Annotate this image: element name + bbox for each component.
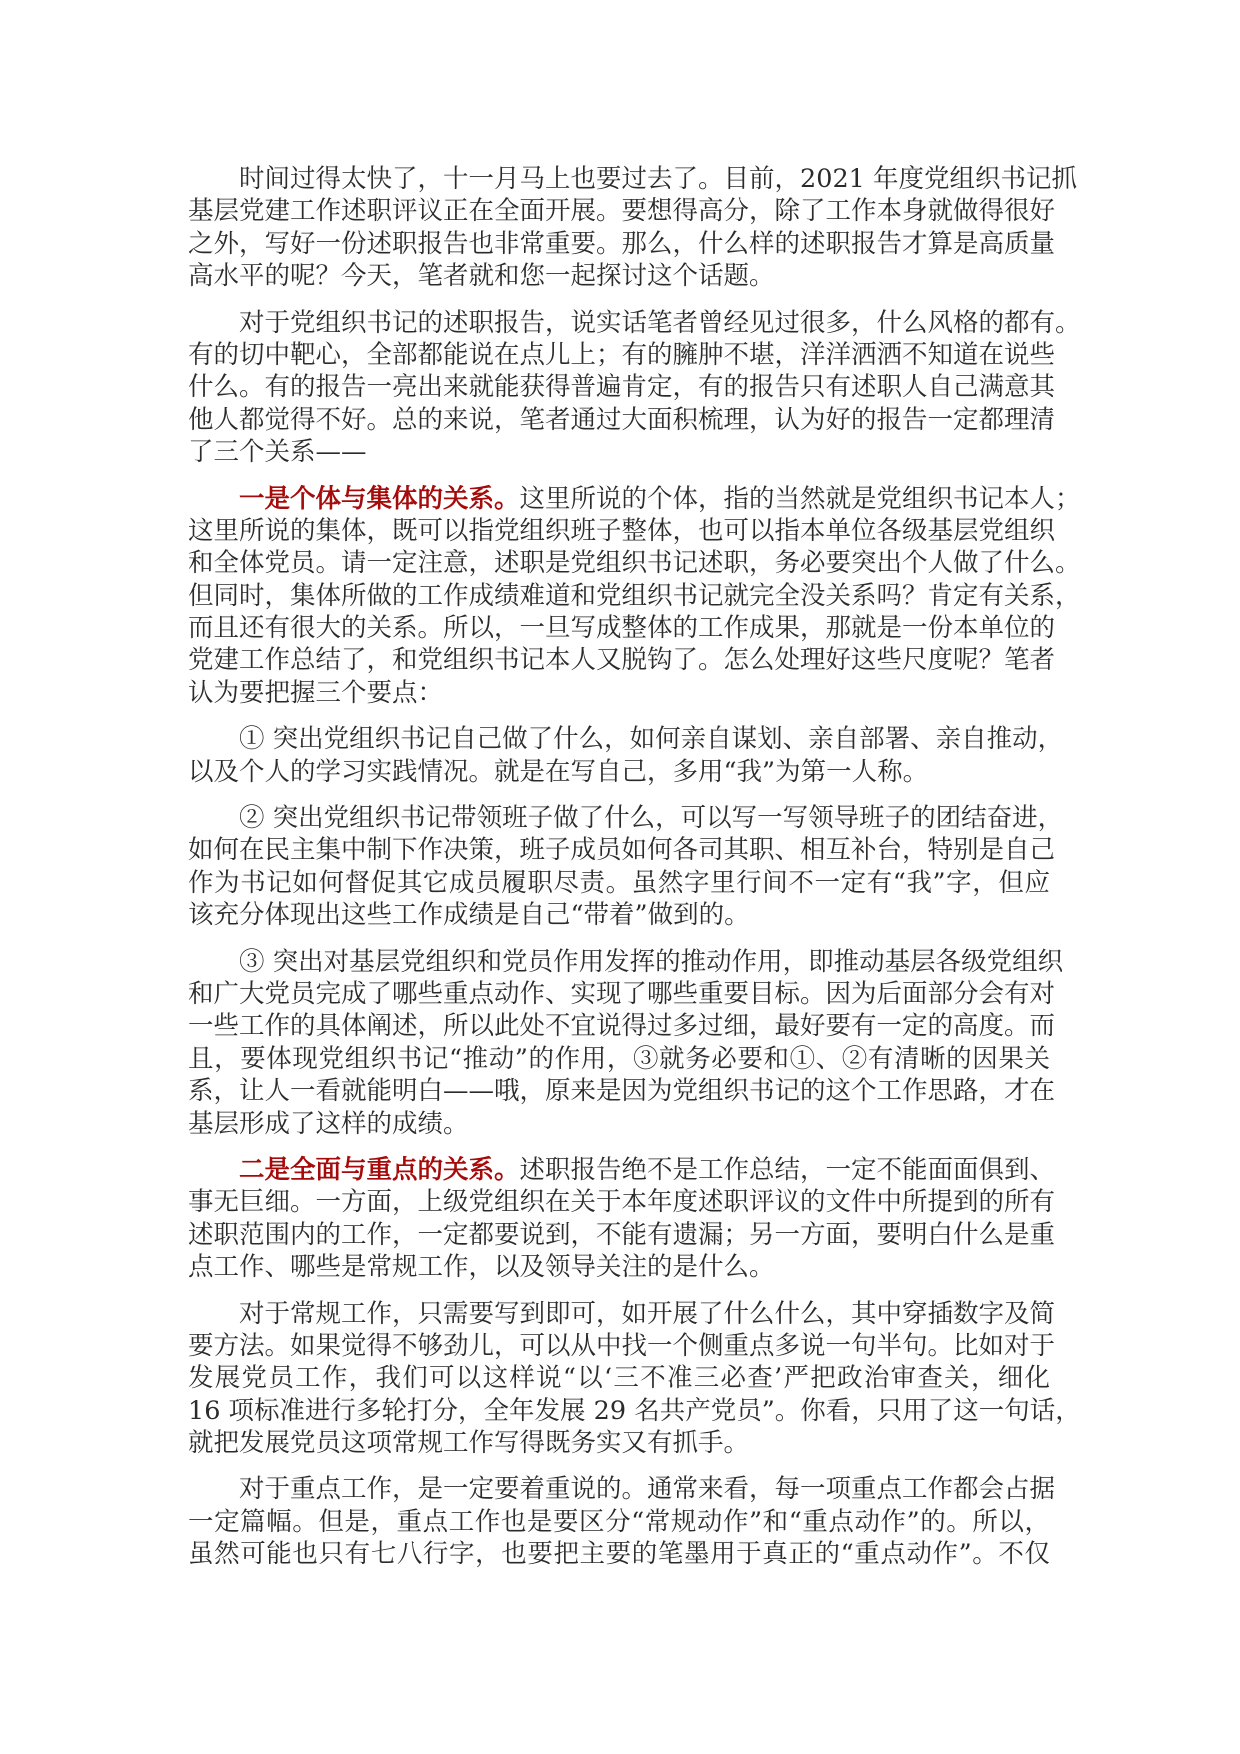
text-line: ③ 突出对基层党组织和党员作用发挥的推动作用，即推动基层各级党组织 [239,946,1064,977]
body-paragraph [188,307,1081,469]
text-line: 党建工作总结了，和党组织书记本人又脱钩了。怎么处理好这些尺度呢？笔者 [188,645,1056,676]
line-text: 这里所说的个体，指的当然就是党组织书记本人； [519,483,1081,514]
section-heading: 一是个体与集体的关系。 [239,483,520,514]
body-paragraph [188,1298,1081,1460]
text-line: 16 项标准进行多轮打分，全年发展 29 名共产党员”。你看，只用了这一句话， [188,1395,1081,1426]
text-line: 要方法。如果觉得不够劲儿，可以从中找一个侧重点多说一句半句。比如对于 [188,1330,1056,1361]
text-line: 高水平的呢？今天，笔者就和您一起探讨这个话题。 [188,261,775,292]
text-line: 系，让人一看就能明白——哦，原来是因为党组织书记的这个工作思路，才在 [188,1076,1056,1107]
text-line [188,1154,1056,1186]
text-line: 而且还有很大的关系。所以，一旦写成整体的工作成果，那就是一份本单位的 [188,613,1056,644]
text-line: 以及个人的学习实践情况。就是在写自己，多用“我”为第一人称。 [188,756,929,787]
body-paragraph [188,1473,1056,1570]
text-line: 认为要把握三个要点： [188,677,444,708]
section-heading: 二是全面与重点的关系。 [239,1154,520,1185]
text-line: 基层党建工作述职评议正在全面开展。要想得高分，除了工作本身就做得很好 [188,196,1056,227]
section-paragraph [188,1154,1056,1284]
text-line: 作为书记如何督促其它成员履职尽责。虽然字里行间不一定有“我”字，但应 [188,867,1050,898]
text-line: 发展党员工作，我们可以这样说“以‘三不准三必查’严把政治审查关，细化 [188,1363,1050,1394]
text-line: 了三个关系—— [188,437,367,468]
text-line [188,483,1081,515]
text-line: 对于常规工作，只需要写到即可，如开展了什么什么，其中穿插数字及简 [239,1298,1056,1329]
text-line: 基层形成了这样的成绩。 [188,1108,469,1139]
text-line: 他人都觉得不好。总的来说，笔者通过大面积梳理，认为好的报告一定都理清 [188,404,1056,435]
text-line: 述职范围内的工作，一定都要说到，不能有遗漏；另一方面，要明白什么是重 [188,1219,1056,1250]
section-paragraph [188,483,1081,710]
text-line: 该充分体现出这些工作成绩是自己“带着”做到的。 [188,900,750,931]
text-line: 点工作、哪些是常规工作，以及领导关注的是什么。 [188,1252,775,1283]
text-line: 一定篇幅。但是，重点工作也是要区分“常规动作”和“重点动作”的。所以， [188,1506,1050,1537]
text-line: 之外，写好一份述职报告也非常重要。那么，什么样的述职报告才算是高质量 [188,228,1056,259]
text-line: 虽然可能也只有七八行字，也要把主要的笔墨用于真正的“重点动作”。不仅 [188,1539,1050,1570]
text-line: 如何在民主集中制下作决策，班子成员如何各司其职、相互补台，特别是自己 [188,835,1056,866]
text-line: 对于重点工作，是一定要着重说的。通常来看，每一项重点工作都会占据 [239,1474,1056,1505]
text-line: ② 突出党组织书记带领班子做了什么，可以写一写领导班子的团结奋进， [239,803,1064,834]
text-line: 什么。有的报告一亮出来就能获得普遍肯定，有的报告只有述职人自己满意其 [188,372,1056,403]
text-line: 有的切中靶心，全部都能说在点儿上；有的臃肿不堪，洋洋洒洒不知道在说些 [188,339,1056,370]
body-paragraph [188,946,1064,1140]
body-paragraph [188,723,1064,788]
text-line: 事无巨细。一方面，上级党组织在关于本年度述职评议的文件中所提到的所有 [188,1187,1056,1218]
text-line: ① 突出党组织书记自己做了什么，如何亲自谋划、亲自部署、亲自推动， [239,724,1064,755]
text-line: 和全体党员。请一定注意，述职是党组织书记述职，务必要突出个人做了什么。 [188,548,1081,579]
text-line: 但同时，集体所做的工作成绩难道和党组织书记就完全没关系吗？肯定有关系， [188,580,1081,611]
text-line: 和广大党员完成了哪些重点动作、实现了哪些重要目标。因为后面部分会有对 [188,978,1056,1009]
text-line: 这里所说的集体，既可以指党组织班子整体，也可以指本单位各级基层党组织 [188,515,1056,546]
body-paragraph [188,802,1064,932]
text-line: 一些工作的具体阐述，所以此处不宜说得过多过细，最好要有一定的高度。而 [188,1011,1056,1042]
document-page [188,163,1081,1585]
line-text: 述职报告绝不是工作总结，一定不能面面俱到、 [519,1154,1056,1185]
text-line: 就把发展党员这项常规工作写得既务实又有抓手。 [188,1428,750,1459]
text-line: 对于党组织书记的述职报告，说实话笔者曾经见过很多，什么风格的都有。 [239,307,1081,338]
text-line: 且，要体现党组织书记“推动”的作用，③就务必要和①、②有清晰的因果关 [188,1043,1050,1074]
text-line: 时间过得太快了，十一月马上也要过去了。目前，2021 年度党组织书记抓 [239,164,1078,194]
body-paragraph [188,163,1078,293]
